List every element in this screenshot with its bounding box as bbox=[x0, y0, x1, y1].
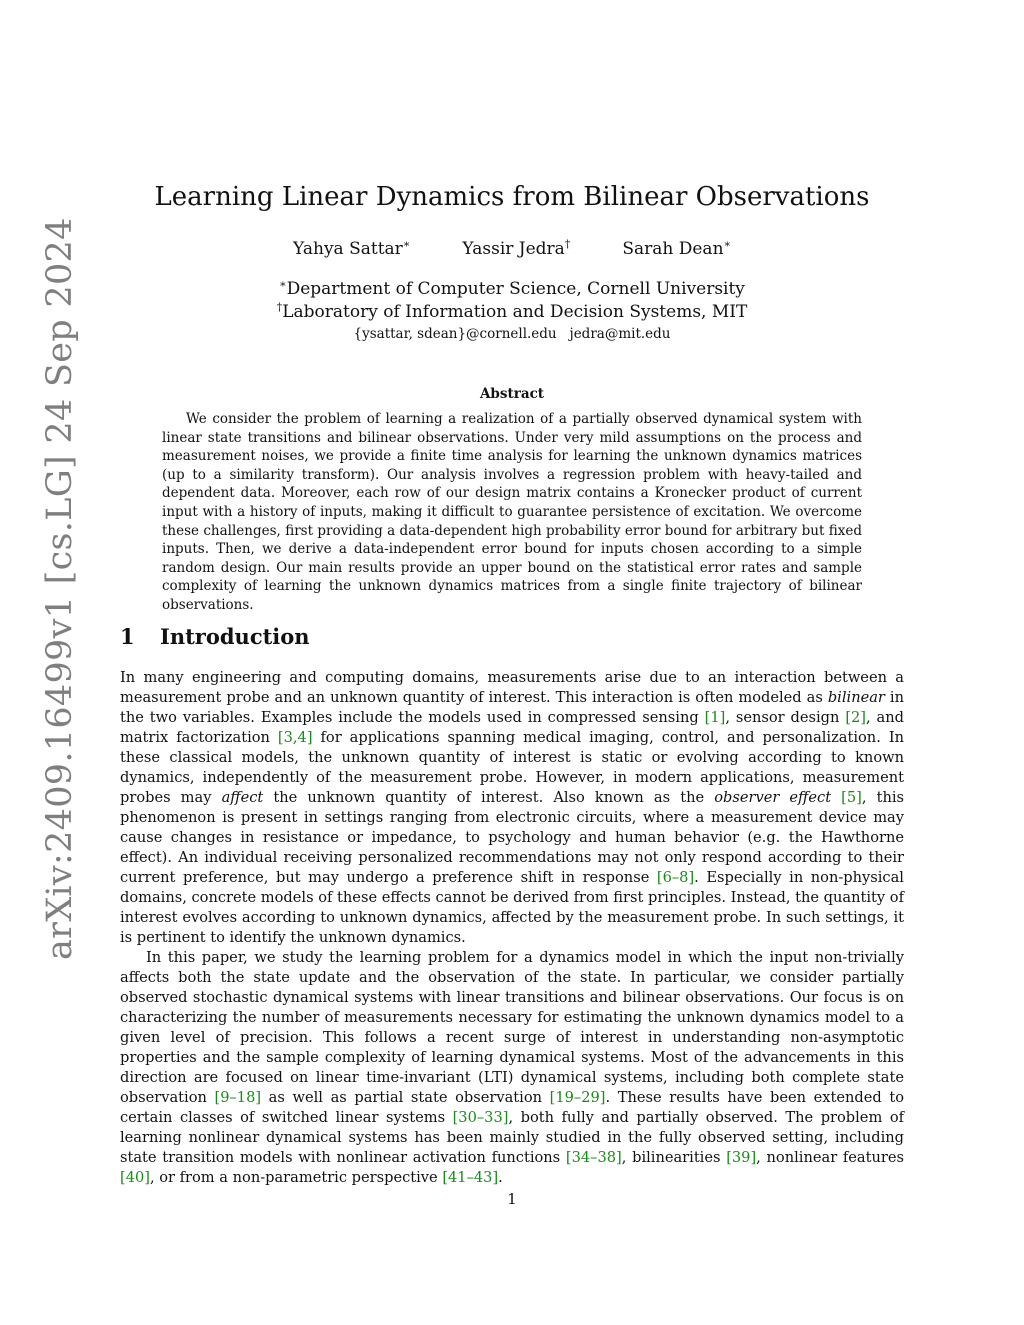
citation-link[interactable]: [6–8] bbox=[656, 869, 695, 886]
citation-link[interactable]: [30–33] bbox=[452, 1109, 509, 1126]
citation-link[interactable]: [39] bbox=[726, 1149, 757, 1166]
section-number: 1 bbox=[120, 624, 135, 649]
emphasis-observer-effect: observer effect bbox=[714, 789, 832, 806]
section-heading-introduction bbox=[120, 622, 310, 652]
emphasis-bilinear: bilinear bbox=[827, 689, 885, 706]
section-title: Introduction bbox=[160, 624, 310, 649]
abstract-text: We consider the problem of learning a realization of a partially observed dynamical system with linear state transitions and bilinear observations. Under very mild assumptions on the process and measurement noises, we provide a finite time analysis for learning the unknown dynamics matrices (up to a similarity transform). Our analysis involves a regression problem with heavy-tailed and dependent data. Moreover, each row of our design matrix contains a Kronecker product of current input with a history of inputs, making it difficult to guarantee persistence of excitation. We overcome these challenges, first providing a data-dependent high probability error bound for arbitrary but fixed inputs. Then, we derive a data-independent error bound for inputs chosen according to a simple random design. Our main results provide an upper bound on the statistical error rates and sample complexity of learning the unknown dynamics matrices from a single finite trajectory of bilinear observations. bbox=[162, 411, 862, 613]
citation-link[interactable]: [5] bbox=[841, 789, 862, 806]
citation-link[interactable]: [34–38] bbox=[565, 1149, 622, 1166]
citation-link[interactable]: [1] bbox=[704, 709, 726, 726]
abstract-body bbox=[162, 410, 862, 615]
citation-link[interactable]: [2] bbox=[845, 709, 867, 726]
author-dean: Sarah Dean∗ bbox=[622, 237, 732, 259]
citation-link[interactable]: [41–43] bbox=[442, 1169, 499, 1186]
page-number: 1 bbox=[507, 1190, 517, 1208]
intro-paragraph-1: In many engineering and computing domains, measurements arise due to an interaction between a measurement probe and an unknown quantity of interest. This interaction is often modeled as bilinear in the two variables. Examples include the models used in compressed sensing [1], sensor design [2], and matrix factorization [3,4] for applications spanning medical imaging, control, and personalization. In these classical models, the unknown quantity of interest is static or evolving according to known dynamics, independently of the measurement probe. However, in modern applications, measurement probes may affect the unknown quantity of interest. Also known as the observer effect [5], this phenomenon is present in settings ranging from electronic circuits, where a measurement device may cause changes in resistance or impedance, to psychology and human behavior (e.g. the Hawthorne effect). An individual receiving personalized recommendations may not only respond according to their current preference, but may undergo a preference shift in response [6–8]. Especially in non-physical domains, concrete models of these effects cannot be derived from first principles. Instead, the quantity of interest evolves according to unknown dynamics, affected by the measurement probe. In such settings, it is pertinent to identify the unknown dynamics. bbox=[120, 669, 905, 946]
arxiv-identifier-stamp: arXiv:2409.16499v1 [cs.LG] 24 Sep 2024 bbox=[40, 217, 80, 960]
citation-link[interactable]: [9–18] bbox=[214, 1089, 262, 1106]
citation-link[interactable]: [40] bbox=[120, 1169, 150, 1186]
abstract-heading: Abstract bbox=[479, 386, 545, 402]
introduction-body bbox=[120, 668, 904, 1188]
citation-link[interactable]: [3,4] bbox=[277, 729, 313, 746]
emphasis-affect: affect bbox=[221, 789, 264, 806]
citation-link[interactable]: [19–29] bbox=[549, 1089, 606, 1106]
author-list bbox=[0, 236, 1024, 262]
author-sattar: Yahya Sattar∗ bbox=[292, 237, 411, 259]
author-jedra: Yassir Jedra† bbox=[462, 237, 571, 259]
paper-title: Learning Linear Dynamics from Bilinear Observations bbox=[154, 182, 870, 212]
intro-paragraph-2: In this paper, we study the learning problem for a dynamics model in which the input non-trivially affects both the state update and the observation of the state. In particular, we consider partially observed stochastic dynamical systems with linear transitions and bilinear observations. Our focus is on characterizing the number of measurements necessary for estimating the unknown dynamics model to a given level of precision. This follows a recent surge of interest in understanding non-asymptotic properties and the sample complexity of learning dynamical systems. Most of the advancements in this direction are focused on linear time-invariant (LTI) dynamical systems, including both complete state observation [9–18] as well as partial state observation [19–29]. These results have been extended to certain classes of switched linear systems [30–33], both fully and partially observed. The problem of learning nonlinear dynamical systems has been mainly studied in the fully observed setting, including state transition models with nonlinear activation functions [34–38], bilinearities [39], nonlinear features [40], or from a non-parametric perspective [41–43]. bbox=[120, 949, 905, 1186]
affiliation-cornell: ∗Department of Computer Science, Cornell University bbox=[279, 277, 745, 299]
affiliation-mit: †Laboratory of Information and Decision Systems, MIT bbox=[276, 300, 748, 322]
author-emails: {ysattar, sdean}@cornell.edu jedra@mit.edu bbox=[353, 326, 671, 342]
